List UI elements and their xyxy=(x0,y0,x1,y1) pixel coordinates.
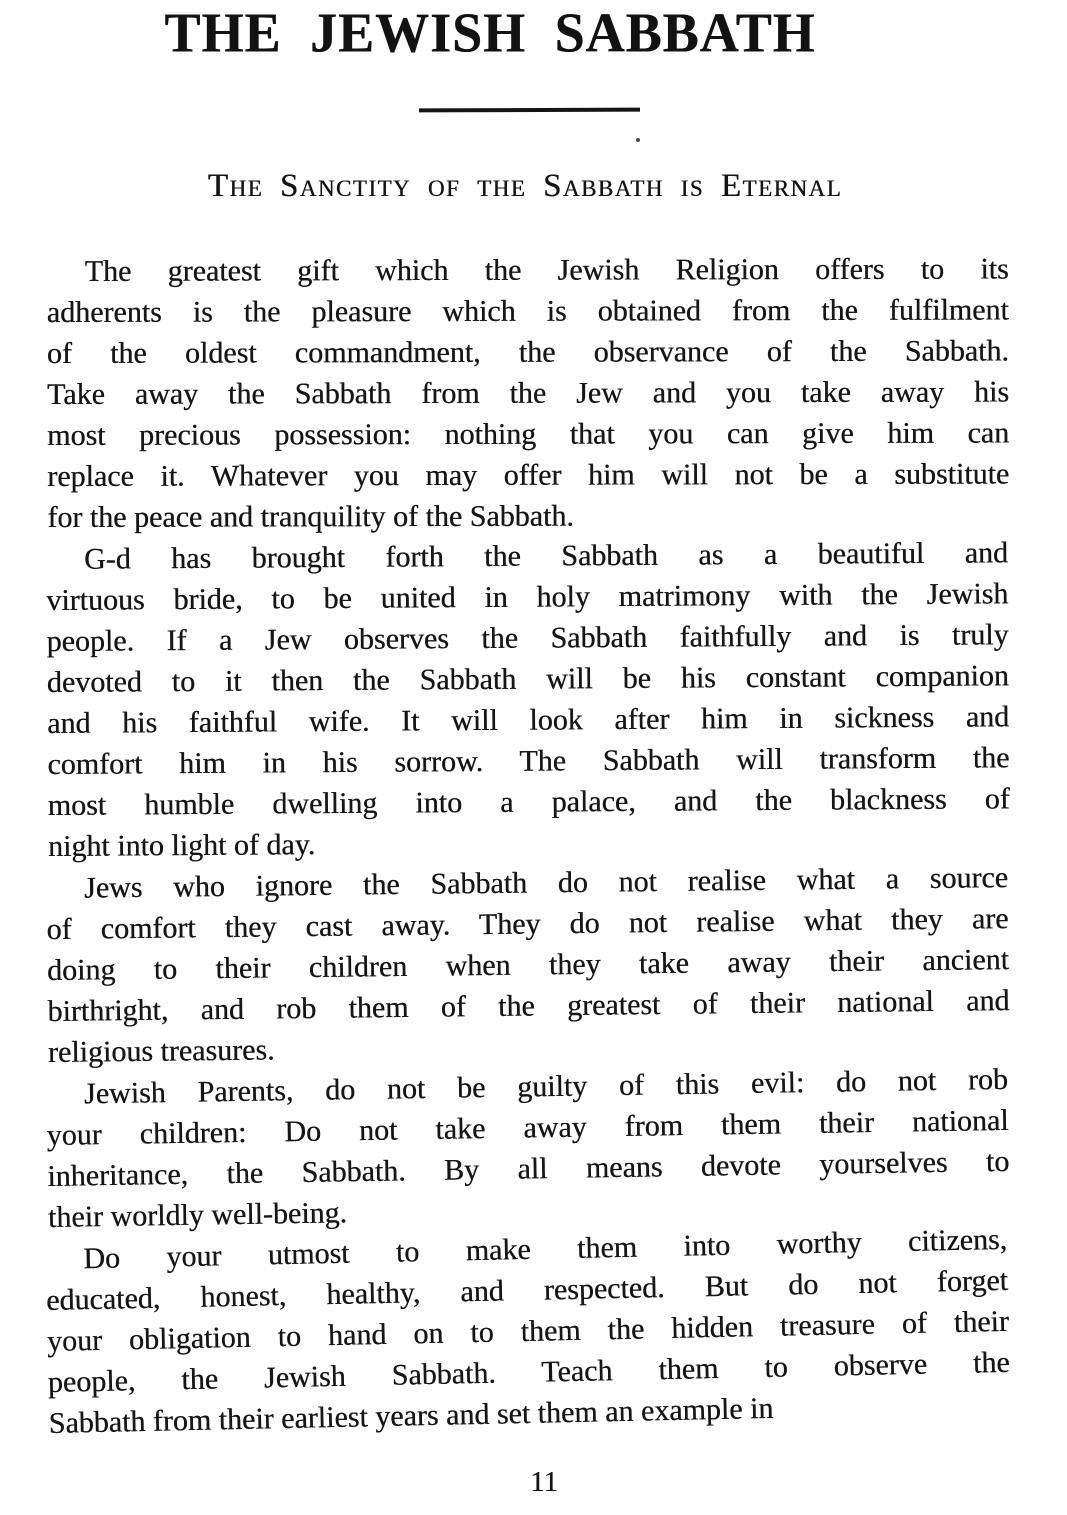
text-line: most humble dwelling into a palace, and the blackness of xyxy=(47,782,1010,822)
text-line: comfort him in his sorrow. The Sabbath will transform the xyxy=(47,741,1010,781)
text-line: devoted to it then the Sabbath will be his constant companion xyxy=(46,659,1009,700)
text-line: Jews who ignore the Sabbath do not realise what a source xyxy=(83,861,1009,905)
text-line: and his faithful wife. It will look after him in sickness and xyxy=(47,700,1010,740)
section-heading: The Sanctity of the Sabbath is Eternal xyxy=(207,168,843,204)
paragraph xyxy=(46,1059,1010,1238)
page-title: THE JEWISH SABBATH xyxy=(164,1,816,65)
text-line: Jewish Parents, do not be guilty of this evil: do not rob xyxy=(83,1062,1009,1111)
text-line: night into light of day. xyxy=(47,828,316,863)
text-line: most precious possession: nothing that you can give him can xyxy=(47,416,1010,452)
text-line: for the peace and tranquility of the Sabbath. xyxy=(47,499,574,534)
text-line: educated, honest, healthy, and respected. But do not forget xyxy=(45,1263,1009,1318)
paragraph xyxy=(46,857,1010,1073)
text-line: virtuous bride, to be united in holy matrimony with the Jewish xyxy=(46,577,1009,618)
text-line: your children: Do not take away from them their national xyxy=(46,1103,1009,1153)
text-line: of comfort they cast away. They do not realise what they are xyxy=(46,902,1009,947)
scan-dot-artifact xyxy=(636,138,640,142)
text-line: doing to their children when they take away their ancient xyxy=(46,943,1010,987)
page-number: 11 xyxy=(530,1466,558,1498)
text-line: Do your utmost to make them into worthy citizens, xyxy=(82,1222,1008,1276)
text-line: of the oldest commandment, the observance of the Sabbath. xyxy=(46,334,1009,371)
text-line: Take away the Sabbath from the Jew and you take away his xyxy=(46,375,1010,411)
text-line: birthright, and rob them of the greatest of their national and xyxy=(47,984,1010,1028)
paragraph xyxy=(47,248,1010,538)
body-text xyxy=(47,251,1009,1445)
text-line: people. If a Jew observes the Sabbath faithfully and is truly xyxy=(46,618,1009,659)
text-line: your obligation to hand on to them the hidden treasure of their xyxy=(46,1304,1010,1358)
paragraph xyxy=(45,1219,1011,1444)
paragraph xyxy=(46,532,1010,867)
text-line: people, the Jewish Sabbath. Teach them to observe the xyxy=(47,1345,1010,1399)
text-line: replace it. Whatever you may offer him will not be a substitute xyxy=(47,457,1010,493)
text-line: Sabbath from their earliest years and set them an example in xyxy=(48,1391,774,1440)
text-line: G-d has brought forth the Sabbath as a beautiful and xyxy=(83,536,1009,576)
title-divider-rule xyxy=(419,108,640,113)
text-line: their worldly well-being. xyxy=(47,1196,348,1234)
text-line: inheritance, the Sabbath. By all means devote yourselves to xyxy=(47,1144,1010,1193)
text-line: adherents is the pleasure which is obtained from the fulfilment xyxy=(46,293,1009,330)
text-line: religious treasures. xyxy=(47,1033,275,1069)
text-line: The greatest gift which the Jewish Religion offers to its xyxy=(84,252,1009,288)
